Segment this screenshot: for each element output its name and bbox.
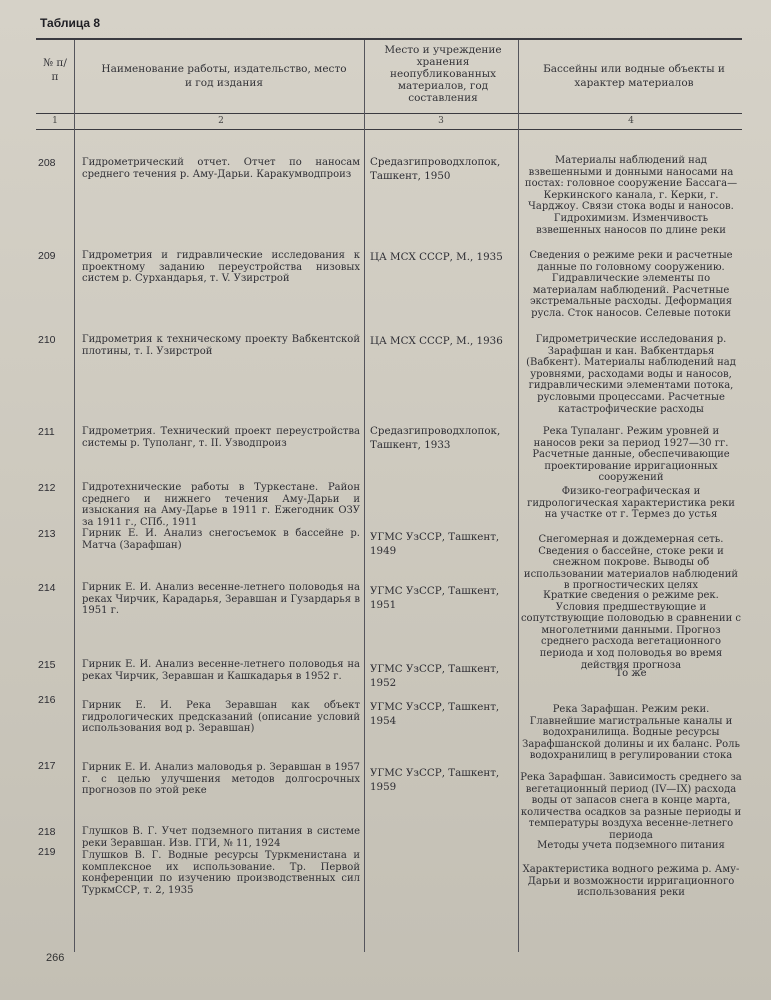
materials-description: Методы учета подземного питания (537, 840, 725, 851)
work-title: Гидрометрия и гидравлические исследования к проектному заданию переустройства низовых систем р. Сурхандарья, т. V. Узирстрой (82, 250, 360, 285)
work-title: Глушков В. Г. Водные ресурсы Туркменистана и комплексное их использование. Тр. Первой конференции по изучению производственных сил ТуркмССР, т. 2, 1935 (82, 850, 360, 896)
materials-description: Гидрометрические исследования р. Зарафшан и кан. Вабкентдарья (Вабкент). Материалы наблюдений над уровнями, расходами воды и наносов, гидравлическими элементами потока, русловыми процессами. Расчетные катастрофические расходы (526, 334, 736, 415)
materials-description: Сведения о режиме реки и расчетные данные по головному сооружению. Гидравлические элементы по материалам наблюдений. Расчетные экстремальные расходы. Деформация русла. Сток наносов. Селевые потоки (529, 250, 733, 319)
work-title: Гидротехнические работы в Туркестане. Район среднего и нижнего течения Аму-Дарьи и изыскания на Аму-Дарье в 1911 г. Ежегодник ОЗУ за 1911 г., СПб., 1911 (82, 482, 360, 528)
column-number-1: 1 (52, 116, 58, 126)
header-col-number: № п/п (43, 57, 67, 83)
row-number: 214 (38, 582, 56, 594)
page-number: 266 (46, 952, 65, 964)
materials-description: Материалы наблюдений над взвешенными и донными наносами на постах: головное сооружение Басcага—Керкинского канала, г. Керки, г. Чарджоу. Связи стока воды и наносов. Гидрохимизм. Изменчивость взвешенных наносов по длине реки (524, 155, 738, 236)
materials-description: Характеристика водного режима р. Аму-Дарьи и возможности ирригационного использования реки (522, 864, 740, 899)
colnum-rule (36, 129, 742, 130)
column-number-2: 2 (218, 116, 224, 126)
header-rule (36, 113, 742, 114)
materials-description: Физико-географическая и гидрологическая характеристика реки на участке от г. Термез до устья (527, 486, 735, 521)
top-rule (36, 38, 742, 40)
work-title: Гидрометрия к техническому проекту Вабкентской плотины, т. I. Узирстрой (82, 334, 360, 357)
row-number: 209 (38, 250, 56, 262)
materials-description: Река Тупаланг. Режим уровней и наносов реки за период 1927—30 гг. Расчетные данные, обеспечивающие проектирование ирригационных сооружений (532, 426, 730, 484)
work-title: Гирник Е. И. Река Зеравшан как объект гидрологических предсказаний (описание условий использования вод р. Зеравшан) (82, 700, 360, 735)
storage-location: УГМС УзССР, Ташкент, 1959 (370, 767, 500, 793)
work-title: Глушков В. Г. Учет подземного питания в системе реки Зеравшан. Изв. ГГИ, № 11, 1924 (82, 826, 360, 849)
storage-location: ЦА МСХ СССР, М., 1936 (370, 335, 503, 347)
storage-location: УГМС УзССР, Ташкент, 1951 (370, 585, 500, 611)
work-title: Гидрометрический отчет. Отчет по наносам среднего течения р. Аму-Дарьи. Каракумводпроиз (82, 157, 360, 180)
column-divider-2 (364, 40, 365, 952)
storage-location: ЦА МСХ СССР, М., 1935 (370, 251, 503, 263)
materials-description: Снегомерная и дождемерная сеть. Сведения о бассейне, стоке реки и снежном покрове. Выводы об использовании материалов наблюдений в прогностических целях (523, 534, 739, 592)
row-number: 216 (38, 694, 56, 706)
materials-description: То же (615, 668, 647, 679)
work-title: Гирник Е. И. Анализ весенне-летнего половодья на реках Чирчик, Зеравшан и Кашкадарья в 1952 г. (82, 659, 360, 682)
row-number: 211 (38, 426, 55, 438)
row-number: 219 (38, 846, 56, 858)
column-divider-3 (518, 40, 519, 952)
work-title: Гирник Е. И. Анализ маловодья р. Зеравшан в 1957 г. с целью улучшения методов долгосрочных прогнозов по этой реке (82, 762, 360, 797)
work-title: Гирник Е. И. Анализ весенне-летнего половодья на реках Чирчик, Карадарья, Зеравшан и Гузардарья в 1951 г. (82, 582, 360, 617)
storage-location: УГМС УзССР, Ташкент, 1952 (370, 663, 500, 689)
row-number: 215 (38, 659, 56, 671)
row-number: 210 (38, 334, 56, 346)
column-number-4: 4 (628, 116, 634, 126)
row-number: 212 (38, 482, 56, 494)
header-col-work: Наименование работы, издательство, место и год издания (101, 63, 347, 89)
table-label: Таблица 8 (40, 16, 101, 30)
materials-description: Краткие сведения о режиме рек. Условия предшествующие и сопутствующие половодью в сравнении с многолетними данными. Прогноз среднего расхода вегетационного периода и ход половодья во время действия прогноза (520, 590, 742, 671)
materials-description: Река Зарафшан. Зависимость среднего за вегетационный период (IV—IX) расхода воды от запасов снега в конце марта, количества осадков за разные периоды и температуры воздуха весенне-летнего периода (520, 772, 742, 841)
header-col-materials: Бассейны или водные объекты и характер материалов (543, 63, 725, 89)
storage-location: УГМС УзССР, Ташкент, 1954 (370, 701, 500, 727)
storage-location: Средазгипроводхлопок, Ташкент, 1950 (370, 156, 501, 182)
row-number: 217 (38, 760, 56, 772)
materials-description: Река Зарафшан. Режим реки. Главнейшие магистральные каналы и водохранилища. Водные ресурсы Зарафшанской долины и их баланс. Роль водохранилищ в регулировании стока (522, 704, 740, 762)
row-number: 213 (38, 528, 56, 540)
storage-location: Средазгипроводхлопок, Ташкент, 1933 (370, 425, 501, 451)
column-number-3: 3 (438, 116, 444, 126)
row-number: 218 (38, 826, 56, 838)
row-number: 208 (38, 157, 56, 169)
work-title: Гидрометрия. Технический проект переустройства системы р. Туполанг, т. II. Узводпроиз (82, 426, 360, 449)
header-col-storage: Место и учреждение хранения неопубликованных материалов, год составления (384, 44, 502, 104)
column-divider-1 (74, 40, 75, 952)
work-title: Гирник Е. И. Анализ снегосъемок в бассейне р. Матча (Зарафшан) (82, 528, 360, 551)
storage-location: УГМС УзССР, Ташкент, 1949 (370, 531, 500, 557)
